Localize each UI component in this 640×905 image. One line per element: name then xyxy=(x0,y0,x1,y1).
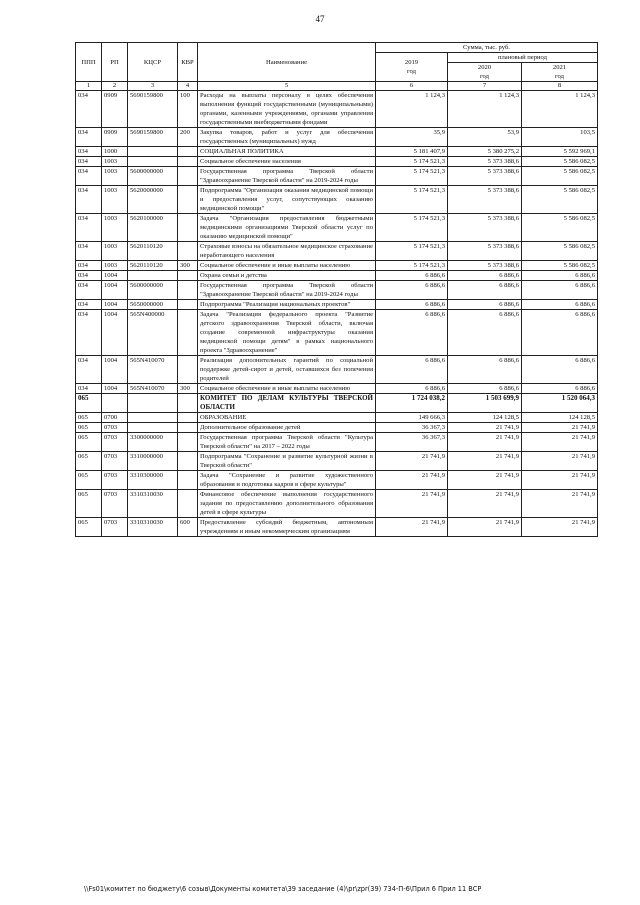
cell-kcsr: 3310310030 xyxy=(128,490,178,518)
cell-amount-2020: 21 741,9 xyxy=(448,433,522,452)
cell-rp: 1003 xyxy=(102,261,128,271)
cell-ppp: 065 xyxy=(76,518,102,537)
column-index: 7 xyxy=(448,82,522,91)
cell-name: Расходы на выплаты персоналу в целях обеспечения выполнения функций государственными (муниципальными) органами, казенными учреждениями, органами управления государственными внебюджетными фондами xyxy=(198,91,376,128)
column-index: 6 xyxy=(376,82,448,91)
cell-ppp: 034 xyxy=(76,281,102,300)
table-row xyxy=(76,91,598,128)
cell-amount-2021: 6 886,6 xyxy=(522,271,598,281)
cell-kvr xyxy=(178,471,198,490)
header-year-2020-label: год xyxy=(479,73,489,80)
cell-rp: 0703 xyxy=(102,490,128,518)
cell-amount-2019: 6 886,6 xyxy=(376,356,448,384)
cell-ppp: 034 xyxy=(76,310,102,356)
cell-amount-2020: 5 380 275,2 xyxy=(448,147,522,157)
cell-amount-2020: 1 124,3 xyxy=(448,91,522,128)
cell-kcsr xyxy=(128,157,178,167)
cell-kcsr: 5600000000 xyxy=(128,281,178,300)
cell-kvr: 200 xyxy=(178,128,198,147)
header-year-2020-number: 2020 xyxy=(477,64,492,71)
table-header xyxy=(76,43,598,91)
table-row xyxy=(76,167,598,186)
cell-ppp: 065 xyxy=(76,394,102,413)
table-row xyxy=(76,214,598,242)
file-path-footer: \\Fs01\комитет по бюджету\6 созыв\Документы комитета\39 заседание (4)\pr\zpr(39) 734-П-6\Прил 6 Прил 11 ВСР xyxy=(84,885,482,893)
cell-amount-2021: 21 741,9 xyxy=(522,490,598,518)
cell-amount-2020: 5 373 388,6 xyxy=(448,261,522,271)
cell-kcsr: 3300000000 xyxy=(128,433,178,452)
cell-ppp: 065 xyxy=(76,490,102,518)
cell-kvr xyxy=(178,433,198,452)
cell-amount-2019: 6 886,6 xyxy=(376,271,448,281)
cell-ppp: 034 xyxy=(76,128,102,147)
cell-name: Государственная программа Тверской области "Здравоохранение Тверской области" на 2019-2024 годы xyxy=(198,281,376,300)
cell-kvr xyxy=(178,271,198,281)
cell-rp: 0703 xyxy=(102,452,128,471)
cell-name: Государственная программа Тверской области "Культура Тверской области" на 2017 – 2022 годы xyxy=(198,433,376,452)
table-row xyxy=(76,261,598,271)
cell-kcsr: 5620110120 xyxy=(128,242,178,261)
table-row xyxy=(76,147,598,157)
cell-amount-2019: 5 174 521,3 xyxy=(376,242,448,261)
cell-kcsr xyxy=(128,423,178,433)
cell-amount-2021: 21 741,9 xyxy=(522,518,598,537)
table-row xyxy=(76,452,598,471)
cell-amount-2020: 5 373 388,6 xyxy=(448,157,522,167)
header-kvr: КВР xyxy=(178,43,198,82)
cell-kcsr xyxy=(128,413,178,423)
header-kcsr: КЦСР xyxy=(128,43,178,82)
table-row xyxy=(76,518,598,537)
table-row xyxy=(76,413,598,423)
cell-amount-2019: 5 181 407,9 xyxy=(376,147,448,157)
cell-rp: 1004 xyxy=(102,271,128,281)
cell-rp: 1003 xyxy=(102,157,128,167)
cell-rp: 0909 xyxy=(102,91,128,128)
cell-amount-2021: 6 886,6 xyxy=(522,384,598,394)
cell-kcsr: 5620000000 xyxy=(128,186,178,214)
cell-name: Задача "Реализация федерального проекта "Развитие детского здравоохранения Тверской области, включая создание современной инфраструктуры оказания медицинской помощи детям" в рамках национального проекта "Здравоохранение" xyxy=(198,310,376,356)
cell-amount-2020: 21 741,9 xyxy=(448,518,522,537)
cell-rp: 0700 xyxy=(102,413,128,423)
cell-kcsr: 5600000000 xyxy=(128,167,178,186)
table-row xyxy=(76,128,598,147)
cell-amount-2019: 5 174 521,3 xyxy=(376,261,448,271)
cell-amount-2021: 5 586 082,5 xyxy=(522,261,598,271)
cell-ppp: 034 xyxy=(76,384,102,394)
page-number: 47 xyxy=(315,14,325,24)
header-year-2021 xyxy=(522,63,598,82)
cell-name: КОМИТЕТ ПО ДЕЛАМ КУЛЬТУРЫ ТВЕРСКОЙ ОБЛАСТИ xyxy=(198,394,376,413)
cell-amount-2019: 36 367,3 xyxy=(376,423,448,433)
cell-rp: 1004 xyxy=(102,384,128,394)
table-row xyxy=(76,394,598,413)
cell-kcsr: 5690159800 xyxy=(128,91,178,128)
cell-amount-2020: 53,9 xyxy=(448,128,522,147)
cell-name: Подпрограмма "Реализация национальных проектов" xyxy=(198,300,376,310)
cell-kvr xyxy=(178,490,198,518)
cell-kvr xyxy=(178,413,198,423)
table-row xyxy=(76,157,598,167)
cell-amount-2019: 21 741,9 xyxy=(376,490,448,518)
cell-amount-2021: 21 741,9 xyxy=(522,452,598,471)
cell-name: Подпрограмма "Сохранение и развитие культурной жизни в Тверской области" xyxy=(198,452,376,471)
column-index: 4 xyxy=(178,82,198,91)
column-index: 1 xyxy=(76,82,102,91)
cell-amount-2021: 5 586 082,5 xyxy=(522,242,598,261)
cell-amount-2021: 21 741,9 xyxy=(522,433,598,452)
column-index: 8 xyxy=(522,82,598,91)
cell-amount-2020: 1 503 699,9 xyxy=(448,394,522,413)
header-year-2019-label: год xyxy=(406,68,416,75)
budget-table xyxy=(75,42,598,537)
cell-kvr: 300 xyxy=(178,384,198,394)
cell-amount-2020: 5 373 388,6 xyxy=(448,242,522,261)
cell-rp: 1003 xyxy=(102,186,128,214)
cell-amount-2019: 21 741,9 xyxy=(376,518,448,537)
cell-amount-2020: 6 886,6 xyxy=(448,356,522,384)
cell-amount-2020: 6 886,6 xyxy=(448,271,522,281)
header-year-2019 xyxy=(376,53,448,82)
column-index-row xyxy=(76,82,598,91)
cell-kcsr: 3310310030 xyxy=(128,518,178,537)
cell-rp: 0703 xyxy=(102,423,128,433)
cell-kcsr: 5650000000 xyxy=(128,300,178,310)
cell-name: ОБРАЗОВАНИЕ xyxy=(198,413,376,423)
cell-amount-2021: 1 520 064,3 xyxy=(522,394,598,413)
cell-kvr xyxy=(178,167,198,186)
table-row xyxy=(76,300,598,310)
cell-kvr xyxy=(178,394,198,413)
cell-amount-2021: 5 586 082,5 xyxy=(522,157,598,167)
cell-rp: 0909 xyxy=(102,128,128,147)
table-row xyxy=(76,271,598,281)
cell-kcsr: 3310000000 xyxy=(128,452,178,471)
cell-name: Социальное обеспечение населения xyxy=(198,157,376,167)
cell-name: Реализация дополнительных гарантий по социальной поддержке детей-сирот и детей, оставшихся без попечения родителей xyxy=(198,356,376,384)
cell-amount-2020: 124 128,5 xyxy=(448,413,522,423)
cell-amount-2020: 21 741,9 xyxy=(448,471,522,490)
cell-rp: 1003 xyxy=(102,242,128,261)
cell-amount-2021: 21 741,9 xyxy=(522,423,598,433)
table-row xyxy=(76,281,598,300)
cell-name: Охрана семьи и детства xyxy=(198,271,376,281)
cell-kcsr xyxy=(128,394,178,413)
cell-rp: 0703 xyxy=(102,471,128,490)
cell-ppp: 034 xyxy=(76,147,102,157)
cell-amount-2020: 5 373 388,6 xyxy=(448,214,522,242)
cell-amount-2019: 5 174 521,3 xyxy=(376,157,448,167)
cell-amount-2019: 5 174 521,3 xyxy=(376,214,448,242)
table-body xyxy=(76,91,598,537)
cell-amount-2019: 149 666,3 xyxy=(376,413,448,423)
cell-kvr xyxy=(178,310,198,356)
cell-kvr xyxy=(178,157,198,167)
cell-amount-2021: 103,5 xyxy=(522,128,598,147)
cell-ppp: 034 xyxy=(76,300,102,310)
table-row xyxy=(76,384,598,394)
cell-ppp: 034 xyxy=(76,214,102,242)
cell-rp: 1003 xyxy=(102,167,128,186)
cell-amount-2019: 1 124,3 xyxy=(376,91,448,128)
header-rp: РП xyxy=(102,43,128,82)
cell-amount-2019: 5 174 521,3 xyxy=(376,186,448,214)
cell-ppp: 034 xyxy=(76,157,102,167)
cell-amount-2021: 124 128,5 xyxy=(522,413,598,423)
cell-kvr: 600 xyxy=(178,518,198,537)
cell-rp: 1004 xyxy=(102,281,128,300)
cell-rp: 0703 xyxy=(102,518,128,537)
table-row xyxy=(76,310,598,356)
column-index: 2 xyxy=(102,82,128,91)
cell-name: Дополнительное образование детей xyxy=(198,423,376,433)
table-row xyxy=(76,356,598,384)
column-index: 5 xyxy=(198,82,376,91)
cell-kvr xyxy=(178,452,198,471)
cell-name: Задача "Организация предоставления бюджетными медицинскими организациями Тверской области услуг по оказанию медицинской помощи" xyxy=(198,214,376,242)
cell-name: Социальное обеспечение и иные выплаты населению xyxy=(198,384,376,394)
cell-kcsr xyxy=(128,147,178,157)
table-row xyxy=(76,433,598,452)
header-planned-period: плановый период xyxy=(448,53,598,63)
cell-kcsr xyxy=(128,271,178,281)
cell-amount-2019: 6 886,6 xyxy=(376,281,448,300)
cell-amount-2020: 6 886,6 xyxy=(448,384,522,394)
cell-amount-2021: 6 886,6 xyxy=(522,300,598,310)
cell-rp: 1000 xyxy=(102,147,128,157)
cell-name: СОЦИАЛЬНАЯ ПОЛИТИКА xyxy=(198,147,376,157)
cell-ppp: 065 xyxy=(76,413,102,423)
cell-amount-2021: 1 124,3 xyxy=(522,91,598,128)
header-year-2019-number: 2019 xyxy=(404,59,419,66)
table-row xyxy=(76,186,598,214)
header-sum: Сумма, тыс. руб. xyxy=(376,43,598,53)
cell-name: Подпрограмма "Организация оказания медицинской помощи и предоставления услуг, сопутствующих оказанию медицинской помощи" xyxy=(198,186,376,214)
cell-amount-2020: 21 741,9 xyxy=(448,452,522,471)
cell-name: Государственная программа Тверской области "Здравоохранение Тверской области" на 2019-2024 годы xyxy=(198,167,376,186)
header-year-2021-number: 2021 xyxy=(552,64,567,71)
cell-amount-2021: 5 592 969,1 xyxy=(522,147,598,157)
cell-amount-2021: 6 886,6 xyxy=(522,356,598,384)
cell-amount-2021: 5 586 082,5 xyxy=(522,214,598,242)
cell-kvr: 300 xyxy=(178,261,198,271)
cell-ppp: 034 xyxy=(76,356,102,384)
cell-kcsr: 565N410070 xyxy=(128,356,178,384)
cell-ppp: 065 xyxy=(76,433,102,452)
cell-amount-2019: 35,9 xyxy=(376,128,448,147)
cell-kvr xyxy=(178,356,198,384)
cell-amount-2019: 21 741,9 xyxy=(376,452,448,471)
cell-name: Закупка товаров, работ и услуг для обеспечения государственных (муниципальных) нужд xyxy=(198,128,376,147)
cell-rp: 1003 xyxy=(102,214,128,242)
cell-kvr xyxy=(178,423,198,433)
cell-amount-2021: 6 886,6 xyxy=(522,281,598,300)
cell-amount-2020: 5 373 388,6 xyxy=(448,167,522,186)
table-row xyxy=(76,471,598,490)
cell-kcsr: 565N410070 xyxy=(128,384,178,394)
cell-amount-2020: 6 886,6 xyxy=(448,310,522,356)
cell-rp xyxy=(102,394,128,413)
cell-kvr: 100 xyxy=(178,91,198,128)
cell-amount-2021: 6 886,6 xyxy=(522,310,598,356)
cell-kcsr: 5620100000 xyxy=(128,214,178,242)
cell-ppp: 034 xyxy=(76,261,102,271)
column-index: 3 xyxy=(128,82,178,91)
cell-ppp: 034 xyxy=(76,242,102,261)
cell-ppp: 065 xyxy=(76,452,102,471)
cell-name: Социальное обеспечение и иные выплаты населению xyxy=(198,261,376,271)
cell-kvr xyxy=(178,242,198,261)
cell-ppp: 034 xyxy=(76,271,102,281)
cell-rp: 1004 xyxy=(102,356,128,384)
cell-name: Страховые взносы на обязательное медицинское страхование неработающего населения xyxy=(198,242,376,261)
cell-name: Предоставление субсидий бюджетным, автономным учреждениям и иным некоммерческим организациям xyxy=(198,518,376,537)
cell-name: Задача "Сохранение и развитие художественного образования и подготовка кадров в сфере культуры" xyxy=(198,471,376,490)
cell-ppp: 065 xyxy=(76,423,102,433)
cell-amount-2019: 21 741,9 xyxy=(376,471,448,490)
cell-amount-2020: 6 886,6 xyxy=(448,281,522,300)
cell-amount-2020: 6 886,6 xyxy=(448,300,522,310)
cell-amount-2019: 36 367,3 xyxy=(376,433,448,452)
cell-amount-2021: 21 741,9 xyxy=(522,471,598,490)
cell-amount-2019: 6 886,6 xyxy=(376,310,448,356)
cell-kvr xyxy=(178,147,198,157)
cell-amount-2019: 1 724 038,2 xyxy=(376,394,448,413)
cell-ppp: 065 xyxy=(76,471,102,490)
cell-kcsr: 5620110120 xyxy=(128,261,178,271)
cell-kvr xyxy=(178,186,198,214)
cell-amount-2019: 6 886,6 xyxy=(376,300,448,310)
cell-amount-2020: 5 373 388,6 xyxy=(448,186,522,214)
cell-kvr xyxy=(178,214,198,242)
header-ppp: ППП xyxy=(76,43,102,82)
cell-rp: 1004 xyxy=(102,300,128,310)
cell-rp: 1004 xyxy=(102,310,128,356)
table-row xyxy=(76,490,598,518)
cell-amount-2020: 21 741,9 xyxy=(448,490,522,518)
header-year-2020 xyxy=(448,63,522,82)
cell-amount-2020: 21 741,9 xyxy=(448,423,522,433)
cell-amount-2019: 5 174 521,3 xyxy=(376,167,448,186)
cell-rp: 0703 xyxy=(102,433,128,452)
cell-ppp: 034 xyxy=(76,167,102,186)
cell-amount-2021: 5 586 082,5 xyxy=(522,186,598,214)
cell-kcsr: 5690159800 xyxy=(128,128,178,147)
cell-kcsr: 3310300000 xyxy=(128,471,178,490)
header-year-2021-label: год xyxy=(554,73,564,80)
header-name: Наименование xyxy=(198,43,376,82)
table-row xyxy=(76,423,598,433)
cell-amount-2021: 5 586 082,5 xyxy=(522,167,598,186)
cell-amount-2019: 6 886,6 xyxy=(376,384,448,394)
cell-ppp: 034 xyxy=(76,186,102,214)
cell-ppp: 034 xyxy=(76,91,102,128)
cell-kvr xyxy=(178,281,198,300)
cell-kvr xyxy=(178,300,198,310)
cell-name: Финансовое обеспечение выполнения государственного задания по предоставлению дополнительного образования детей в сфере культуры xyxy=(198,490,376,518)
cell-kcsr: 565N400000 xyxy=(128,310,178,356)
table-row xyxy=(76,242,598,261)
